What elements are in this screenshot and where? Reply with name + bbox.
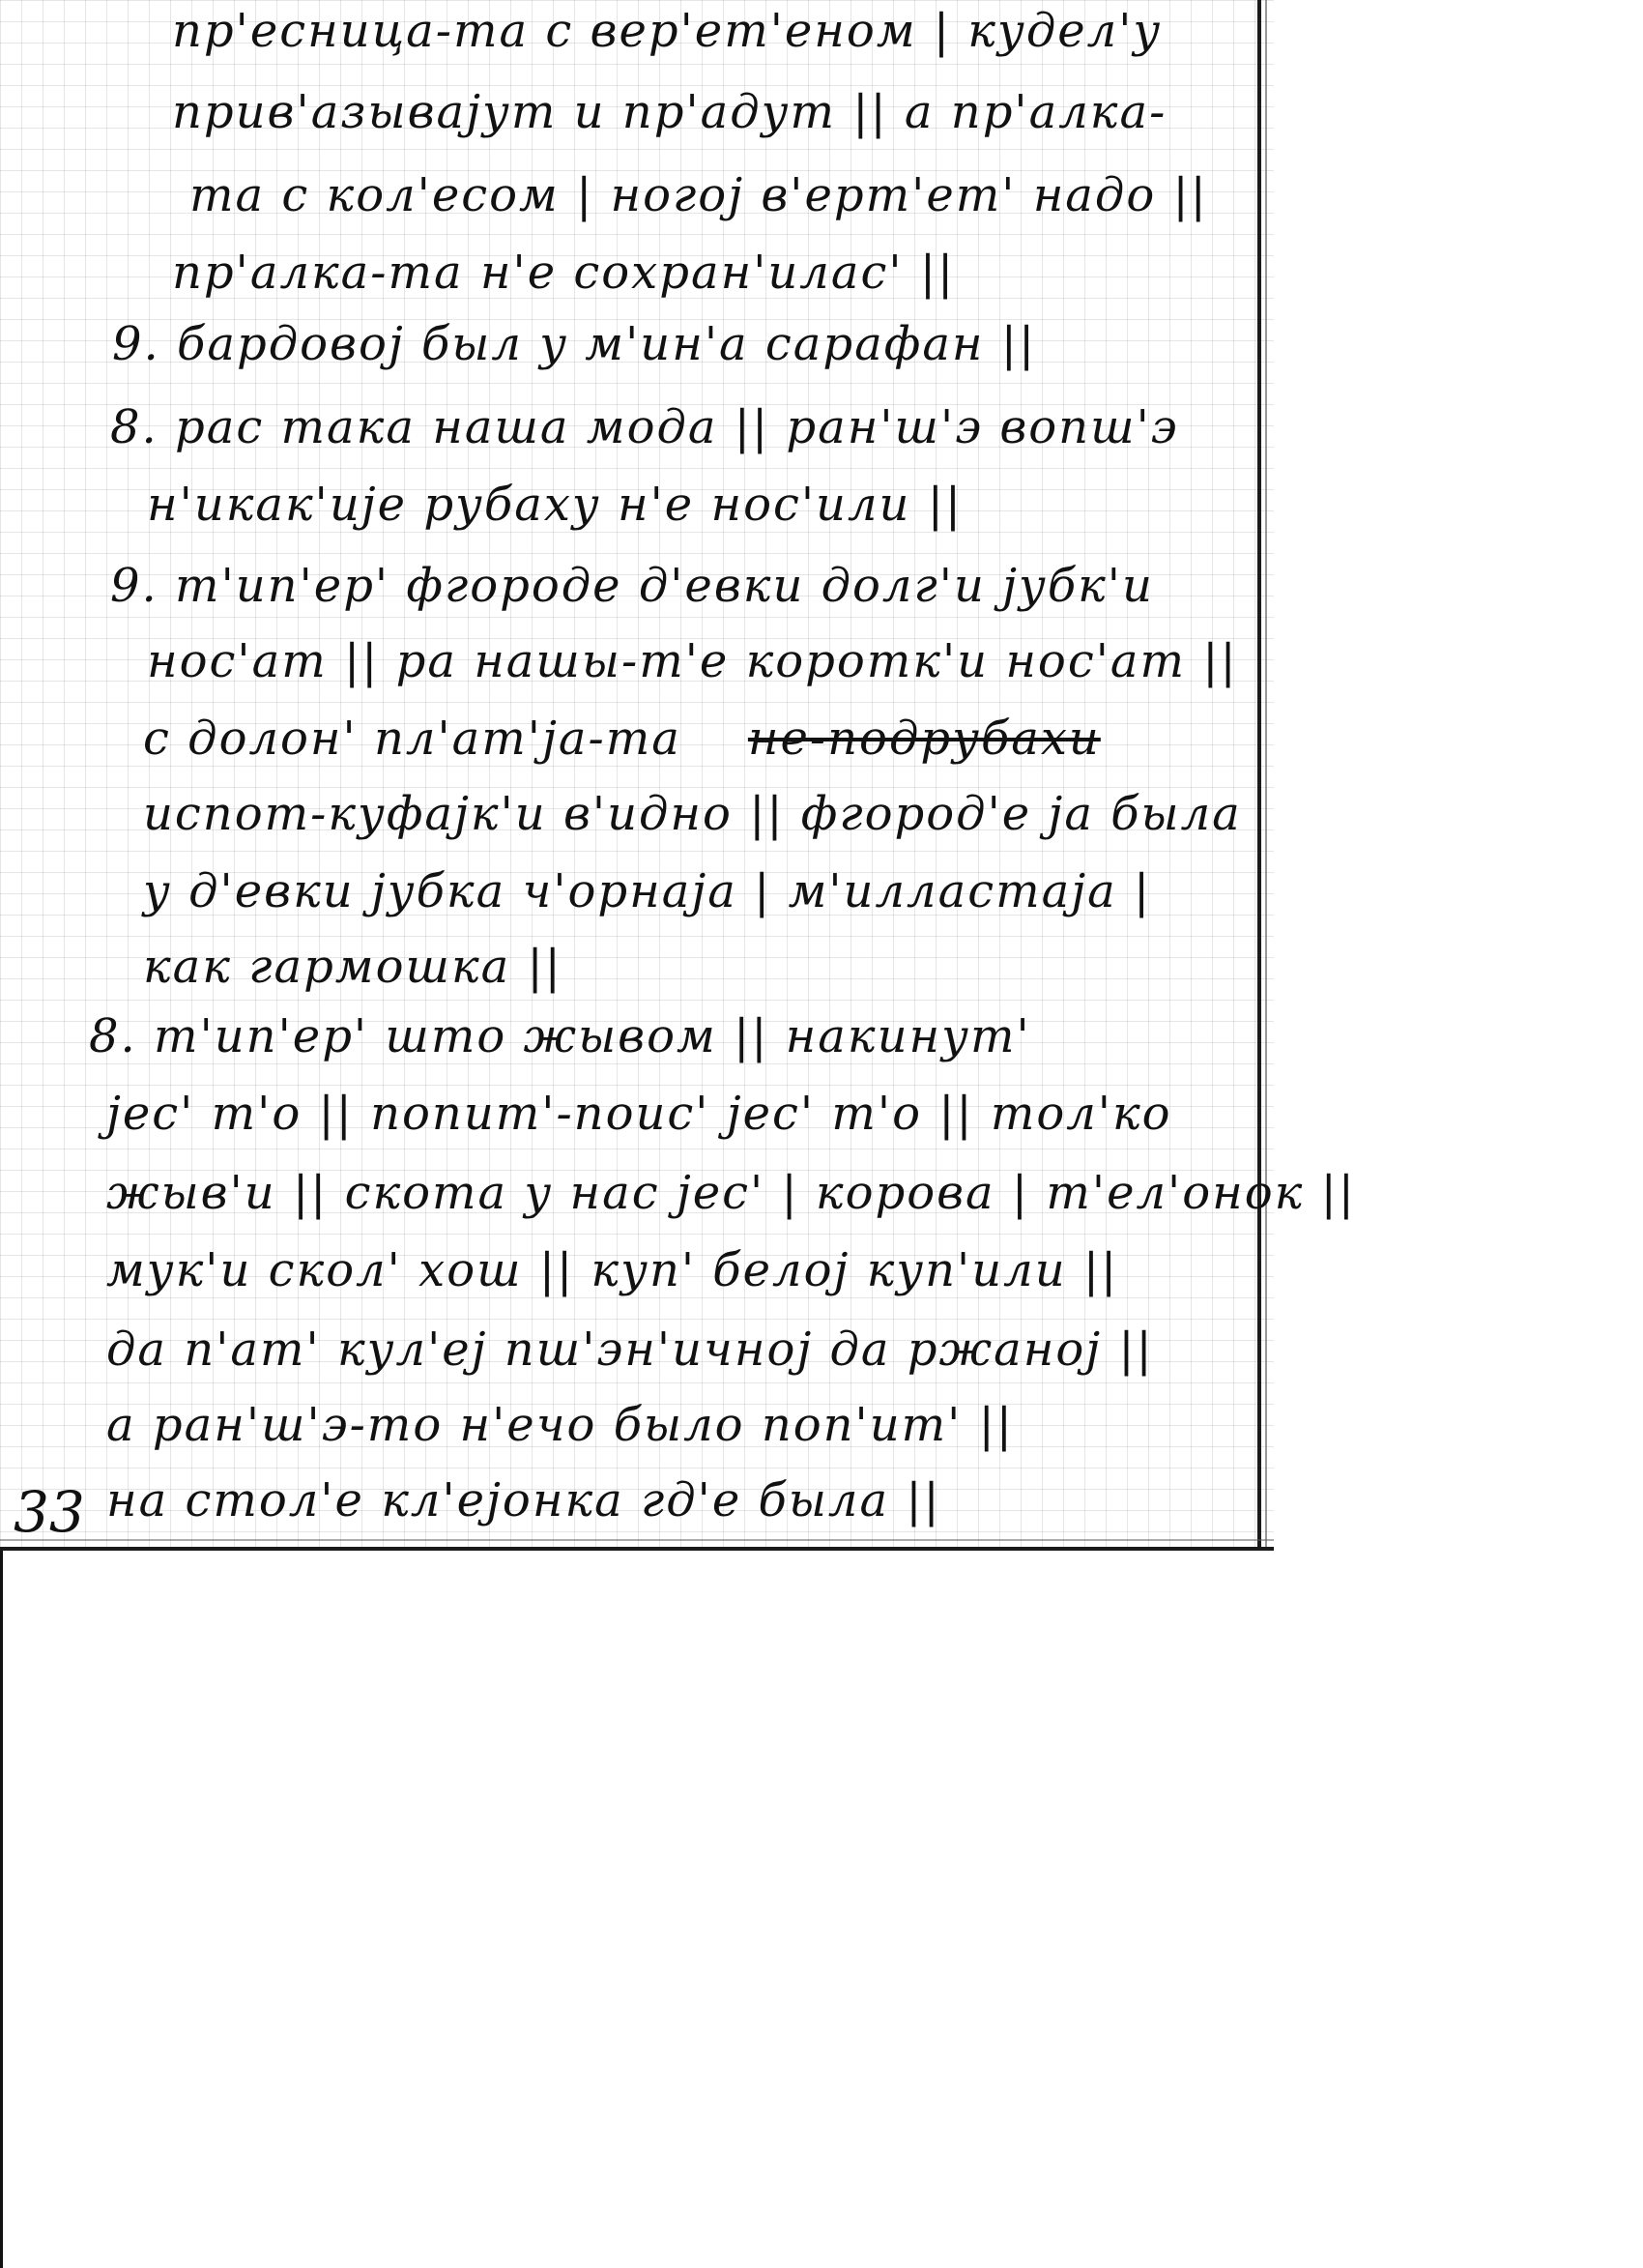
- text-line-6: 8. рас така наша мода || ран'ш'э вопш'э: [110, 400, 1179, 454]
- text-line-9: нос'ат || ра нашы-т'е коротк'и нос'ат ||: [147, 634, 1238, 688]
- scan-left-edge: [0, 1551, 3, 2268]
- text-line-15: јес' т'о || попит'-поис' јес' т'о || тол'ко: [106, 1087, 1172, 1141]
- text-line-2: прив'азывајут и пр'адут || а пр'алка-: [172, 85, 1167, 139]
- text-line-14: 8. т'ип'ер' што жывом || накинут': [89, 1009, 1031, 1063]
- text-line-1: пр'есница-та с вер'ет'еном | кудел'у: [172, 4, 1163, 58]
- page-bottom-edge-shadow: [0, 1539, 1274, 1541]
- text-line-19: а ран'ш'э-то н'ечо было поп'ит' ||: [106, 1398, 1014, 1452]
- text-line-7: н'икак'ије рубаху н'е нос'или ||: [147, 478, 964, 532]
- text-line-10-main: с долон' пл'ат'ја-та: [143, 712, 681, 766]
- text-line-11: испот-куфајк'и в'идно || фгород'е ја была: [143, 787, 1242, 841]
- page-number: 33: [14, 1479, 85, 1545]
- text-line-4: пр'алка-та н'е сохран'илас' ||: [172, 246, 956, 300]
- text-line-18: да п'ат' кул'еј пш'эн'ичној да ржаној ||: [106, 1323, 1154, 1377]
- text-line-10: [143, 712, 1101, 766]
- text-line-17: мук'и скол' хош || куп' белој куп'или ||: [106, 1243, 1119, 1297]
- text-line-16: жыв'и || скота у нас јес' | корова | т'ел'онок ||: [106, 1166, 1356, 1220]
- text-line-5: 9. бардовој был у м'ин'а сарафан ||: [112, 317, 1037, 371]
- page-bottom-edge: [0, 1547, 1274, 1551]
- text-line-13: как гармошка ||: [143, 940, 562, 994]
- text-line-3: та с кол'есом | ногој в'ерт'ет' надо ||: [189, 168, 1208, 222]
- text-line-20: на стол'е кл'ејонка гд'е была ||: [106, 1473, 941, 1527]
- page-right-edge-shadow: [1265, 0, 1267, 1551]
- page-right-edge: [1257, 0, 1261, 1551]
- text-line-12: у д'евки јубка ч'орнаја | м'илластаја |: [143, 864, 1152, 918]
- text-line-8: 9. т'ип'ер' фгороде д'евки долг'и јубк'и: [110, 559, 1154, 613]
- struck-out-word: не-подрубахи: [747, 712, 1101, 766]
